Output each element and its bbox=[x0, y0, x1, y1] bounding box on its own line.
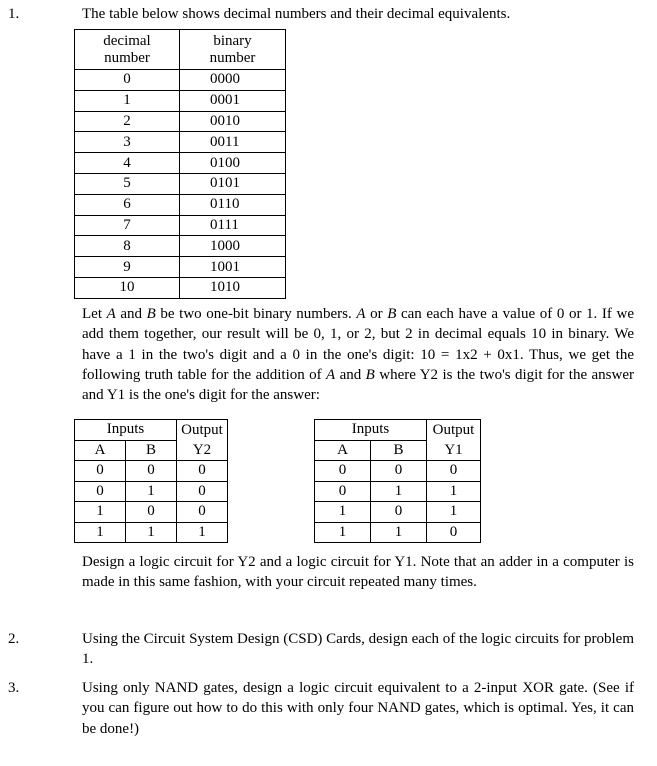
output-header: Output bbox=[427, 420, 481, 441]
para-var-a: A bbox=[326, 366, 336, 383]
y1-cell: 0 bbox=[427, 522, 481, 543]
col-y1-header: Y1 bbox=[427, 440, 481, 461]
table-row bbox=[75, 277, 286, 298]
binary-cell: 1001 bbox=[180, 257, 286, 278]
b-cell: 0 bbox=[126, 461, 177, 482]
decimal-binary-table bbox=[74, 29, 286, 299]
col-y2-header: Y2 bbox=[177, 440, 228, 461]
a-cell: 0 bbox=[75, 461, 126, 482]
binary-header-line1: binary bbox=[213, 32, 252, 49]
decimal-cell: 10 bbox=[75, 277, 180, 298]
para-text: Let bbox=[82, 306, 107, 322]
binary-cell: 1000 bbox=[180, 236, 286, 257]
table-row bbox=[75, 522, 228, 543]
y1-cell: 0 bbox=[427, 461, 481, 482]
table-row bbox=[75, 194, 286, 215]
b-cell: 1 bbox=[371, 481, 427, 502]
col-a-header: A bbox=[75, 440, 126, 461]
binary-cell: 0001 bbox=[180, 90, 286, 111]
para-text: and bbox=[335, 366, 366, 383]
a-cell: 1 bbox=[315, 502, 371, 523]
para-text: where Y2 is the two's digit for the answer and Y1 is the one's digit for the answer: bbox=[82, 366, 634, 403]
problem-3-text: Using only NAND gates, design a logic circuit equivalent to a 2-input XOR gate. (See if you can figure out how to do this with only four NAND gates, which is optimal. Yes, it can be done!) bbox=[82, 680, 634, 737]
problem-1-design-text: Design a logic circuit for Y2 and a logic circuit for Y1. Note that an adder in a computer is made in this same fashion, with your circuit repeated many times. bbox=[82, 554, 634, 591]
table-row bbox=[75, 132, 286, 153]
table-row bbox=[315, 461, 481, 482]
decimal-header-line2: number bbox=[104, 49, 150, 66]
binary-cell: 0101 bbox=[180, 173, 286, 194]
table-row bbox=[75, 173, 286, 194]
decimal-cell: 2 bbox=[75, 111, 180, 132]
problem-1-paragraph bbox=[82, 304, 634, 405]
table-row bbox=[75, 90, 286, 111]
table-row bbox=[75, 481, 228, 502]
decimal-cell: 9 bbox=[75, 257, 180, 278]
para-var-b: B bbox=[365, 366, 375, 383]
a-cell: 1 bbox=[315, 522, 371, 543]
binary-cell: 1010 bbox=[180, 277, 286, 298]
problem-1-number: 1. bbox=[8, 6, 20, 22]
decimal-cell: 0 bbox=[75, 70, 180, 91]
decimal-cell: 3 bbox=[75, 132, 180, 153]
col-a-header: A bbox=[315, 440, 371, 461]
y1-cell: 1 bbox=[427, 481, 481, 502]
table-row bbox=[75, 153, 286, 174]
decimal-cell: 7 bbox=[75, 215, 180, 236]
col-b-header: B bbox=[371, 440, 427, 461]
output-header: Output bbox=[177, 420, 228, 441]
b-cell: 0 bbox=[371, 502, 427, 523]
para-text: and bbox=[115, 306, 147, 322]
table-row bbox=[75, 502, 228, 523]
para-var-b: B bbox=[387, 306, 397, 322]
decimal-cell: 8 bbox=[75, 236, 180, 257]
binary-cell: 0010 bbox=[180, 111, 286, 132]
para-text: can each have a value of 0 or 1. If we add them together, our result will be 0, 1, or 2, but 2 in decimal equals 10 in binary. We have a 1 in the two's digit and a 0 in the one's digit: 10 = 1x2 + 0x1. Thus, we get the following truth table for the addition of bbox=[82, 306, 634, 383]
para-text: or bbox=[365, 306, 388, 322]
inputs-header: Inputs bbox=[75, 420, 177, 441]
table-row bbox=[75, 111, 286, 132]
binary-cell: 0100 bbox=[180, 153, 286, 174]
decimal-cell: 5 bbox=[75, 173, 180, 194]
b-cell: 1 bbox=[126, 522, 177, 543]
problem-3-number: 3. bbox=[8, 680, 20, 696]
a-cell: 0 bbox=[75, 481, 126, 502]
problem-1-intro: The table below shows decimal numbers and their decimal equivalents. bbox=[82, 6, 511, 22]
binary-cell: 0000 bbox=[180, 70, 286, 91]
b-cell: 0 bbox=[371, 461, 427, 482]
table-row bbox=[75, 70, 286, 91]
para-text: be two one-bit binary numbers. bbox=[155, 306, 357, 322]
para-var-a: A bbox=[106, 306, 116, 322]
decimal-header bbox=[75, 30, 180, 70]
truth-table-y2 bbox=[74, 419, 228, 543]
para-var-a: A bbox=[356, 306, 366, 322]
table-row bbox=[75, 236, 286, 257]
binary-cell: 0110 bbox=[180, 194, 286, 215]
y2-cell: 0 bbox=[177, 481, 228, 502]
col-b-header: B bbox=[126, 440, 177, 461]
table-row bbox=[315, 481, 481, 502]
truth-table-y1 bbox=[314, 419, 481, 543]
b-cell: 1 bbox=[126, 481, 177, 502]
a-cell: 1 bbox=[75, 502, 126, 523]
decimal-cell: 4 bbox=[75, 153, 180, 174]
decimal-cell: 1 bbox=[75, 90, 180, 111]
table-row bbox=[75, 215, 286, 236]
y2-cell: 0 bbox=[177, 502, 228, 523]
b-cell: 0 bbox=[126, 502, 177, 523]
b-cell: 1 bbox=[371, 522, 427, 543]
table-row bbox=[75, 461, 228, 482]
problem-2-text: Using the Circuit System Design (CSD) Cards, design each of the logic circuits for problem 1. bbox=[82, 631, 634, 668]
table-row bbox=[75, 257, 286, 278]
binary-cell: 0011 bbox=[180, 132, 286, 153]
binary-header bbox=[180, 30, 286, 70]
y1-cell: 1 bbox=[427, 502, 481, 523]
decimal-header-line1: decimal bbox=[103, 32, 151, 49]
binary-cell: 0111 bbox=[180, 215, 286, 236]
table-row bbox=[315, 502, 481, 523]
table-row bbox=[315, 522, 481, 543]
a-cell: 1 bbox=[75, 522, 126, 543]
inputs-header: Inputs bbox=[315, 420, 427, 441]
a-cell: 0 bbox=[315, 481, 371, 502]
decimal-cell: 6 bbox=[75, 194, 180, 215]
y2-cell: 0 bbox=[177, 461, 228, 482]
para-var-b: B bbox=[146, 306, 156, 322]
binary-header-line2: number bbox=[209, 49, 256, 66]
a-cell: 0 bbox=[315, 461, 371, 482]
problem-2-number: 2. bbox=[8, 631, 20, 647]
y2-cell: 1 bbox=[177, 522, 228, 543]
